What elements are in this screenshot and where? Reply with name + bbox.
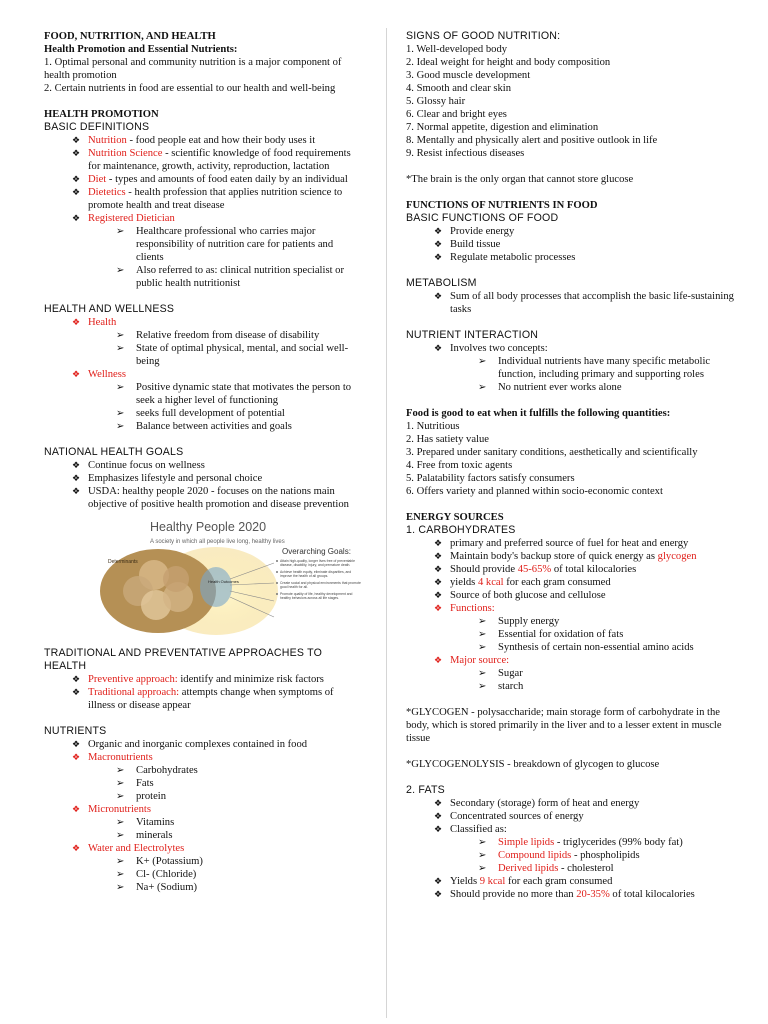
sign-item: 5. Glossy hair	[406, 96, 466, 107]
sign-item: 3. Good muscle development	[406, 70, 531, 81]
electrolyte-item: ➢ Na+ (Sodium)	[44, 881, 362, 894]
wellness-sub-item: ➢ Balance between activities and goals	[44, 420, 362, 433]
glycogenolysis-note: *GLYCOGENOLYSIS - breakdown of glycogen to glucose	[406, 759, 660, 770]
fats-heading: 2. FATS	[406, 784, 445, 796]
dietician-sub-item: ➢ Also referred to as: clinical nutrition specialist or public health nutritionist	[44, 264, 362, 290]
function-item: ❖ Regulate metabolic processes	[406, 251, 736, 264]
good-food-item: 4. Free from toxic agents	[406, 460, 513, 471]
brain-glucose-note: *The brain is the only organ that cannot store glucose	[406, 174, 634, 185]
good-food-item: 5. Palatability factors satisfy consumers	[406, 473, 575, 484]
macronutrient-item: ➢ Carbohydrates	[44, 764, 362, 777]
approach-term: Traditional approach:	[88, 687, 180, 698]
interaction-heading: NUTRIENT INTERACTION	[406, 329, 539, 341]
approach-item	[44, 686, 362, 712]
functions-heading: FUNCTIONS OF NUTRIENTS IN FOOD	[406, 200, 598, 211]
interaction-sub-item: ➢ Individual nutrients have many specific metabolic function, including primary and supporting roles	[406, 355, 736, 381]
definition-term: Nutrition	[88, 135, 127, 146]
carbohydrates-heading: 1. CARBOHYDRATES	[406, 524, 516, 536]
micronutrient-item: ➢ Vitamins	[44, 816, 362, 829]
approach-text: attempts change when symptoms of illness or disease appear	[88, 687, 334, 711]
good-food-heading: Food is good to eat when it fulfills the following quantities:	[406, 408, 671, 419]
figure-goals-list	[276, 559, 364, 603]
carb-text: yields	[450, 577, 478, 588]
health-outcomes-label: Health Outcomes	[208, 579, 239, 584]
national-goal-item: ❖ Emphasizes lifestyle and personal choice	[44, 472, 362, 485]
carb-text: Should provide	[450, 564, 518, 575]
basic-functions-heading: BASIC FUNCTIONS OF FOOD	[406, 212, 559, 224]
health-sub-item: ➢ State of optimal physical, mental, and social well-being	[44, 342, 362, 368]
carb-item	[406, 550, 736, 563]
nutrients-heading: NUTRIENTS	[44, 725, 107, 737]
lipid-class-item	[406, 849, 736, 862]
energy-heading: ENERGY SOURCES	[406, 512, 504, 523]
figure-goal: Achieve health equity, eliminate disparities, and improve the health of all groups.	[276, 570, 364, 578]
health-wellness-heading: HEALTH AND WELLNESS	[44, 303, 175, 315]
figure-subtitle: A society in which all people live long, healthy lives	[150, 539, 285, 545]
metabolism-heading: METABOLISM	[406, 277, 477, 289]
signs-heading: SIGNS OF GOOD NUTRITION:	[406, 30, 561, 42]
carb-text: for each gram consumed	[503, 577, 611, 588]
definition-item	[44, 134, 362, 147]
determinants-label: Determinants	[108, 559, 138, 565]
doc-subtitle: Health Promotion and Essential Nutrients:	[44, 44, 238, 55]
metabolism-item: ❖ Sum of all body processes that accomplish the basic life-sustaining tasks	[406, 290, 736, 316]
carb-major-source-item: ➢ Sugar	[406, 667, 736, 680]
lipid-text: - triglycerides (99% body fat)	[554, 837, 683, 848]
sign-item: 9. Resist infectious diseases	[406, 148, 525, 159]
fats-text: Yields	[450, 876, 480, 887]
fats-text: Should provide no more than	[450, 889, 577, 900]
definition-term: Nutrition Science	[88, 148, 163, 159]
sign-item: 1. Well-developed body	[406, 44, 508, 55]
carb-text: of total kilocalories	[551, 564, 637, 575]
approaches-heading: TRADITIONAL AND PREVENTATIVE APPROACHES TO HEALTH	[44, 647, 323, 672]
glycogen-term: glycogen	[657, 551, 697, 562]
carb-major-source-item: ➢ starch	[406, 680, 736, 693]
definition-text: - health profession that applies nutrition science to promote health and treat disease	[88, 187, 343, 211]
fats-item	[406, 875, 736, 888]
dietician-sub-item: ➢ Healthcare professional who carries major responsibility of nutrition care for patients and clients	[44, 225, 362, 264]
definition-item	[44, 147, 362, 173]
carb-functions-label: ❖ Functions:	[406, 602, 736, 615]
fats-text: of total kilocalories	[609, 889, 695, 900]
healthy-people-2020-figure	[98, 519, 368, 639]
health-outcomes-circle	[200, 567, 232, 607]
definition-text: - scientific knowledge of food requirements for maintenance, growth, activity, reproduction, lactation	[88, 148, 351, 172]
definition-text: - types and amounts of food eaten daily by an individual	[106, 174, 348, 185]
definition-item	[44, 212, 362, 225]
lipid-class-item	[406, 836, 736, 849]
lipid-term: Derived lipids	[498, 863, 559, 874]
carb-item	[406, 576, 736, 589]
sign-item: 4. Smooth and clear skin	[406, 83, 512, 94]
carb-function-item: ➢ Essential for oxidation of fats	[406, 628, 736, 641]
column-divider	[386, 28, 387, 1018]
figure-goals-heading: Overarching Goals:	[282, 547, 351, 556]
lipid-text: - phospholipids	[571, 850, 640, 861]
basic-definitions-heading: BASIC DEFINITIONS	[44, 121, 150, 133]
definition-term: Dietetics	[88, 187, 126, 198]
nutrients-intro: ❖ Organic and inorganic complexes contained in food	[44, 738, 362, 751]
lipid-text: - cholesterol	[558, 863, 614, 874]
sign-item: 7. Normal appetite, digestion and elimination	[406, 122, 599, 133]
wellness-sub-item: ➢ seeks full development of potential	[44, 407, 362, 420]
function-item: ❖ Build tissue	[406, 238, 736, 251]
right-column	[406, 30, 736, 901]
micronutrient-item: ➢ minerals	[44, 829, 362, 842]
good-food-item: 2. Has satiety value	[406, 434, 489, 445]
wellness-label: ❖ Wellness	[44, 368, 362, 381]
carb-text: Maintain body's backup store of quick energy as	[450, 551, 658, 562]
carb-item	[406, 563, 736, 576]
carb-item: ❖ Source of both glucose and cellulose	[406, 589, 736, 602]
macronutrient-item: ➢ Fats	[44, 777, 362, 790]
good-food-item: 6. Offers variety and planned within socio-economic context	[406, 486, 663, 497]
intro-line-1: 1. Optimal personal and community nutrition is a major component of health promotion	[44, 57, 342, 81]
doc-title: FOOD, NUTRITION, AND HEALTH	[44, 31, 216, 42]
fats-percent: 20-35%	[576, 889, 610, 900]
good-food-item: 1. Nutritious	[406, 421, 460, 432]
sign-item: 2. Ideal weight for height and body composition	[406, 57, 611, 68]
glycogen-note: *GLYCOGEN - polysaccharide; main storage form of carbohydrate in the body, which is stored primarily in the liver and to a lesser extent in muscle tissue	[406, 707, 722, 744]
macronutrient-item: ➢ protein	[44, 790, 362, 803]
definition-item	[44, 173, 362, 186]
figure-title: Healthy People 2020	[150, 520, 267, 534]
health-promotion-heading: HEALTH PROMOTION	[44, 109, 159, 120]
left-column	[44, 30, 362, 894]
function-item: ❖ Provide energy	[406, 225, 736, 238]
fats-kcal: 9 kcal	[479, 876, 506, 887]
fats-item: ❖ Classified as:	[406, 823, 736, 836]
sign-item: 6. Clear and bright eyes	[406, 109, 507, 120]
definition-term: Diet	[88, 174, 107, 185]
national-goals-heading: NATIONAL HEALTH GOALS	[44, 446, 184, 458]
carb-percent: 45-65%	[517, 564, 552, 575]
approach-item	[44, 673, 362, 686]
intro-line-2: 2. Certain nutrients in food are essential to our health and well-being	[44, 83, 336, 94]
carb-item: ❖ primary and preferred source of fuel for heat and energy	[406, 537, 736, 550]
fats-item	[406, 888, 736, 901]
electrolyte-item: ➢ Cl- (Chloride)	[44, 868, 362, 881]
carb-function-item: ➢ Synthesis of certain non-essential amino acids	[406, 641, 736, 654]
lipid-term: Simple lipids	[498, 837, 555, 848]
carb-function-item: ➢ Supply energy	[406, 615, 736, 628]
lipid-class-item	[406, 862, 736, 875]
carb-major-source-label: ❖ Major source:	[406, 654, 736, 667]
health-sub-item: ➢ Relative freedom from disease of disability	[44, 329, 362, 342]
fats-item: ❖ Concentrated sources of energy	[406, 810, 736, 823]
definition-term: Registered Dietician	[88, 213, 175, 224]
approach-text: identify and minimize risk factors	[177, 674, 324, 685]
wellness-sub-item: ➢ Positive dynamic state that motivates the person to seek a higher level of functioning	[44, 381, 362, 407]
national-goal-item: ❖ Continue focus on wellness	[44, 459, 362, 472]
figure-goal: Promote quality of life, healthy development and healthy behaviors across all life stages.	[276, 592, 364, 600]
national-goal-item: ❖ USDA: healthy people 2020 - focuses on the nations main objective of positive health promotion and disease prevention	[44, 485, 362, 511]
carb-kcal: 4 kcal	[477, 577, 504, 588]
approach-term: Preventive approach:	[88, 674, 178, 685]
interaction-intro: ❖ Involves two concepts:	[406, 342, 736, 355]
figure-goal: Create social and physical environments that promote good health for all.	[276, 581, 364, 589]
figure-goal: Attain high-quality, longer lives free of preventable disease, disability, injury, and premature death.	[276, 559, 364, 567]
lipid-term: Compound lipids	[498, 850, 572, 861]
electrolyte-item: ➢ K+ (Potassium)	[44, 855, 362, 868]
definition-item	[44, 186, 362, 212]
interaction-sub-item: ➢ No nutrient ever works alone	[406, 381, 736, 394]
water-electrolytes-label: ❖ Water and Electrolytes	[44, 842, 362, 855]
fats-item: ❖ Secondary (storage) form of heat and energy	[406, 797, 736, 810]
sign-item: 8. Mentally and physically alert and positive outlook in life	[406, 135, 658, 146]
health-label: ❖ Health	[44, 316, 362, 329]
good-food-item: 3. Prepared under sanitary conditions, aesthetically and scientifically	[406, 447, 698, 458]
macronutrients-label: ❖ Macronutrients	[44, 751, 362, 764]
definition-text: - food people eat and how their body uses it	[126, 135, 316, 146]
fats-text: for each gram consumed	[505, 876, 613, 887]
micronutrients-label: ❖ Micronutrients	[44, 803, 362, 816]
